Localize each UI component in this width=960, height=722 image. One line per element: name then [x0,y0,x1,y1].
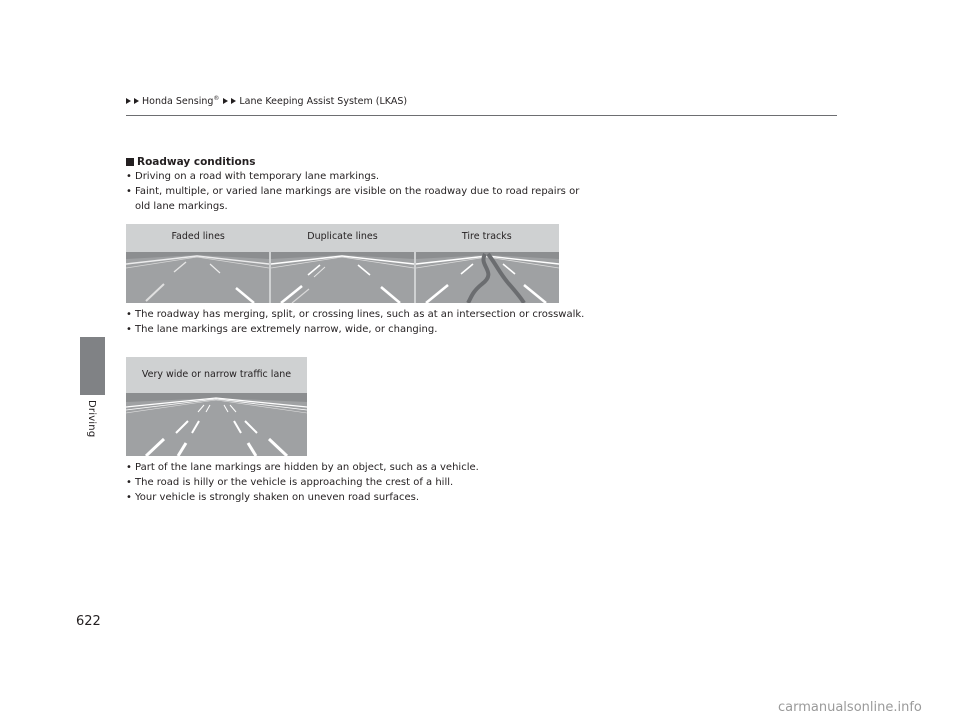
breadcrumb [126,95,407,107]
faded-lines-road-icon [126,252,269,303]
figure-label-tire-tracks: Tire tracks [461,231,512,242]
road-illustrations [126,252,559,303]
list-item: • The lane markings are extremely narrow, wide, or changing. [126,322,586,337]
square-bullet-icon [126,158,134,166]
main-content-3 [126,460,586,505]
duplicate-lines-road-icon [271,252,414,303]
header-rule [126,115,837,116]
figure-label-faded: Faded lines [171,231,225,242]
breadcrumb-arrow-icon [134,98,139,104]
list-item: • The roadway has merging, split, or crossing lines, such as at an intersection or crosswalk. [126,307,586,322]
breadcrumb-arrow-icon [231,98,236,104]
figure-label-lane-width: Very wide or narrow traffic lane [141,369,292,380]
page-number: 622 [76,614,101,629]
list-item: • Part of the lane markings are hidden by an object, such as a vehicle. [126,460,586,475]
lane-marking-figure [126,224,559,303]
main-content [126,154,586,214]
watermark-link[interactable]: carmanualsonline.info [778,700,922,715]
breadcrumb-arrow-icon [126,98,131,104]
lane-width-figure [126,357,307,456]
list-item: • Faint, multiple, or varied lane markings are visible on the roadway due to road repairs or old lane markings. [126,184,586,214]
section-heading-text: Roadway conditions [137,155,256,168]
breadcrumb-item-honda-sensing[interactable]: Honda Sensing® [142,95,220,108]
bullet-list-c [126,460,586,505]
tire-tracks-road-icon [416,252,559,303]
bullet-list-b [126,307,586,337]
chapter-label: Driving [86,400,97,438]
section-heading [126,154,586,169]
list-item: • Driving on a road with temporary lane markings. [126,169,586,184]
chapter-tab[interactable] [80,337,105,395]
figure-label-duplicate: Duplicate lines [307,231,378,242]
main-content-2 [126,307,586,337]
list-item: • Your vehicle is strongly shaken on uneven road surfaces. [126,490,586,505]
bullet-list-a [126,169,586,214]
breadcrumb-item-lkas[interactable]: Lane Keeping Assist System (LKAS) [239,95,408,107]
breadcrumb-arrow-icon [223,98,228,104]
wide-narrow-lane-road-icon [126,393,307,456]
list-item: • The road is hilly or the vehicle is approaching the crest of a hill. [126,475,586,490]
